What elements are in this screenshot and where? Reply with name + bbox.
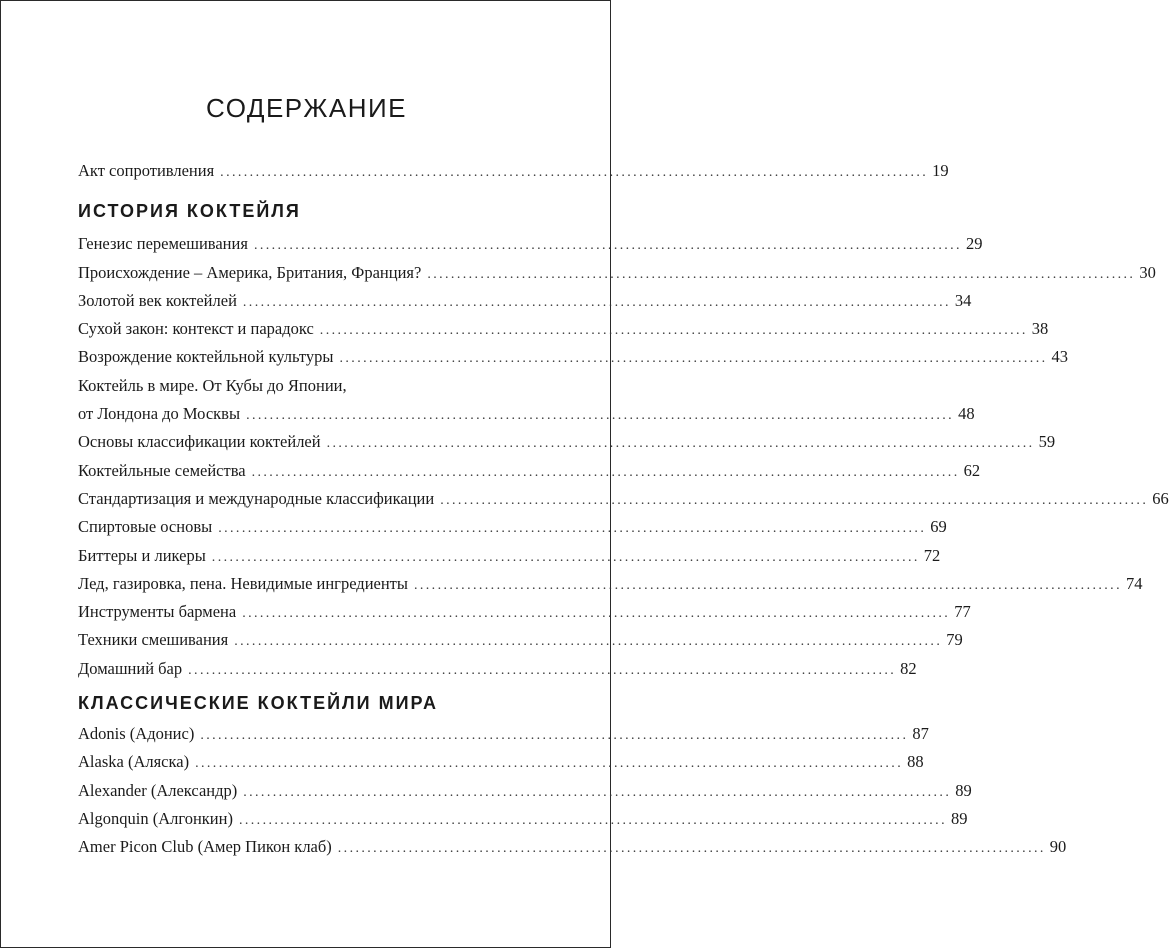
toc-entry[interactable] [78, 720, 929, 748]
toc-entry-title: от Лондона до Москвы [78, 404, 241, 424]
dot-leader: ........................................................................................................................ [242, 294, 951, 310]
dot-leader: ........................................................................................................................ [195, 756, 904, 772]
dot-leader: ........................................................................................................................ [242, 606, 951, 622]
toc-entry-page: 34 [954, 290, 972, 310]
toc-entry-page: 19 [932, 161, 949, 180]
toc-entry[interactable] [78, 570, 1143, 598]
page-title: СОДЕРЖАНИЕ [205, 93, 407, 123]
toc-entry-title: Спиртовые основы [78, 517, 213, 537]
toc-entry-page: 48 [958, 404, 975, 424]
toc-entry-title: Alaska (Аляска) [78, 752, 190, 772]
toc-entry-page: 90 [1049, 837, 1067, 857]
toc-entry-page: 82 [900, 658, 917, 678]
toc-entry[interactable] [78, 259, 1156, 287]
toc-entry-title: Сухой закон: контекст и парадокс [78, 319, 314, 339]
toc-entry-page: 79 [946, 630, 963, 650]
toc-entry-page: 66 [1152, 488, 1169, 508]
toc-entry-title: Возрождение коктейльной культуры [78, 347, 334, 367]
toc-entry-page: 89 [950, 808, 968, 828]
toc-entry-title: Основы классификации коктейлей [78, 432, 321, 452]
dot-leader: ........................................................................................................................ [339, 351, 1048, 367]
toc-entry[interactable] [78, 287, 972, 315]
toc-entry[interactable] [78, 626, 963, 654]
toc-entry-page: 69 [930, 517, 947, 537]
toc-entry-title: Стандартизация и международные классификации [78, 488, 435, 508]
dot-leader: ........................................................................................................................ [234, 634, 943, 650]
dot-leader: ........................................................................................................................ [413, 577, 1122, 593]
toc-entry-title: Биттеры и ликеры [78, 545, 206, 565]
toc-entry[interactable] [78, 655, 917, 683]
toc-entry-title: Alexander (Александр) [78, 780, 238, 800]
toc-entry-page: 62 [963, 460, 981, 480]
dot-leader: ........................................................................................................................ [218, 521, 927, 537]
toc-entry-title: Инструменты бармена [78, 602, 237, 622]
dot-leader: ........................................................................................................................ [326, 436, 1035, 452]
toc-entry-title: Amer Picon Club (Амер Пикон клаб) [78, 837, 332, 857]
dot-leader: ........................................................................................................................ [200, 728, 909, 744]
toc-entry-page: 43 [1051, 347, 1068, 367]
toc-entry-title: Algonquin (Алгонкин) [78, 808, 233, 828]
toc-entry-title: Происхождение – Америка, Британия, Франция? [78, 262, 422, 282]
toc-entry[interactable] [78, 805, 968, 833]
toc-entry-page: 72 [923, 545, 941, 565]
toc-entry[interactable] [78, 833, 1067, 861]
toc-entry-title: Генезис перемешивания [78, 234, 248, 254]
section-heading-classic-cocktails: КЛАССИЧЕСКИЕ КОКТЕЙЛИ МИРА [78, 693, 438, 714]
toc-entry-page: 89 [955, 780, 972, 800]
toc-entry[interactable] [78, 315, 1049, 343]
toc-entry[interactable] [78, 400, 975, 428]
toc-entry-page: 87 [912, 724, 929, 744]
toc-entry-title: Техники смешивания [78, 630, 229, 650]
dot-leader: ........................................................................................................................ [238, 812, 947, 828]
table-of-contents [78, 157, 1169, 862]
dot-leader: ........................................................................................................................ [337, 841, 1046, 857]
dot-leader: ........................................................................................................................ [319, 323, 1028, 339]
toc-entry[interactable] [78, 513, 947, 541]
toc-entry-page: 88 [907, 752, 924, 772]
toc-entry-page: 29 [965, 234, 983, 254]
toc-entry[interactable] [78, 598, 971, 626]
dot-leader: ........................................................................................................................ [440, 492, 1149, 508]
toc-entry-title-line: Коктейль в мире. От Кубы до Японии, [78, 375, 347, 395]
dot-leader: ........................................................................................................................ [427, 266, 1136, 282]
toc-entry-title: Adonis (Адонис) [78, 724, 195, 744]
toc-entry-page: 30 [1139, 262, 1156, 282]
toc-entry[interactable] [78, 777, 972, 805]
toc-entry[interactable] [78, 428, 1056, 456]
toc-entry[interactable] [78, 485, 1169, 513]
toc-entry[interactable] [78, 230, 983, 258]
toc-entry[interactable] [78, 343, 1068, 371]
section-heading-history: ИСТОРИЯ КОКТЕЙЛЯ [78, 201, 301, 222]
toc-entry[interactable] [78, 457, 981, 485]
dot-leader: ........................................................................................................................ [243, 784, 952, 800]
toc-entry[interactable] [78, 748, 924, 776]
toc-entry-title: Домашний бар [78, 658, 183, 678]
dot-leader: ........................................................................................................................ [251, 464, 960, 480]
toc-entry-title: Коктейльные семейства [78, 460, 246, 480]
dot-leader: ........................................................................................................................ [220, 165, 929, 180]
toc-entry[interactable] [78, 542, 941, 570]
toc-entry-title: Лед, газировка, пена. Невидимые ингредиенты [78, 573, 408, 593]
toc-entry-page: 74 [1125, 573, 1143, 593]
dot-leader: ........................................................................................................................ [211, 549, 920, 565]
toc-entry-page: 77 [954, 602, 971, 622]
toc-entry-title: Золотой век коктейлей [78, 290, 237, 310]
dot-leader: ........................................................................................................................ [253, 238, 962, 254]
toc-entry-title: Акт сопротивления [78, 161, 215, 180]
section-history-list [78, 230, 1169, 683]
dot-leader: ........................................................................................................................ [188, 662, 897, 678]
toc-entry-page: 59 [1038, 432, 1056, 452]
dot-leader: ........................................................................................................................ [246, 408, 955, 424]
toc-entry-intro[interactable] [78, 157, 949, 185]
toc-entry-page: 38 [1031, 319, 1049, 339]
section-classic-cocktails-list [78, 720, 1067, 861]
